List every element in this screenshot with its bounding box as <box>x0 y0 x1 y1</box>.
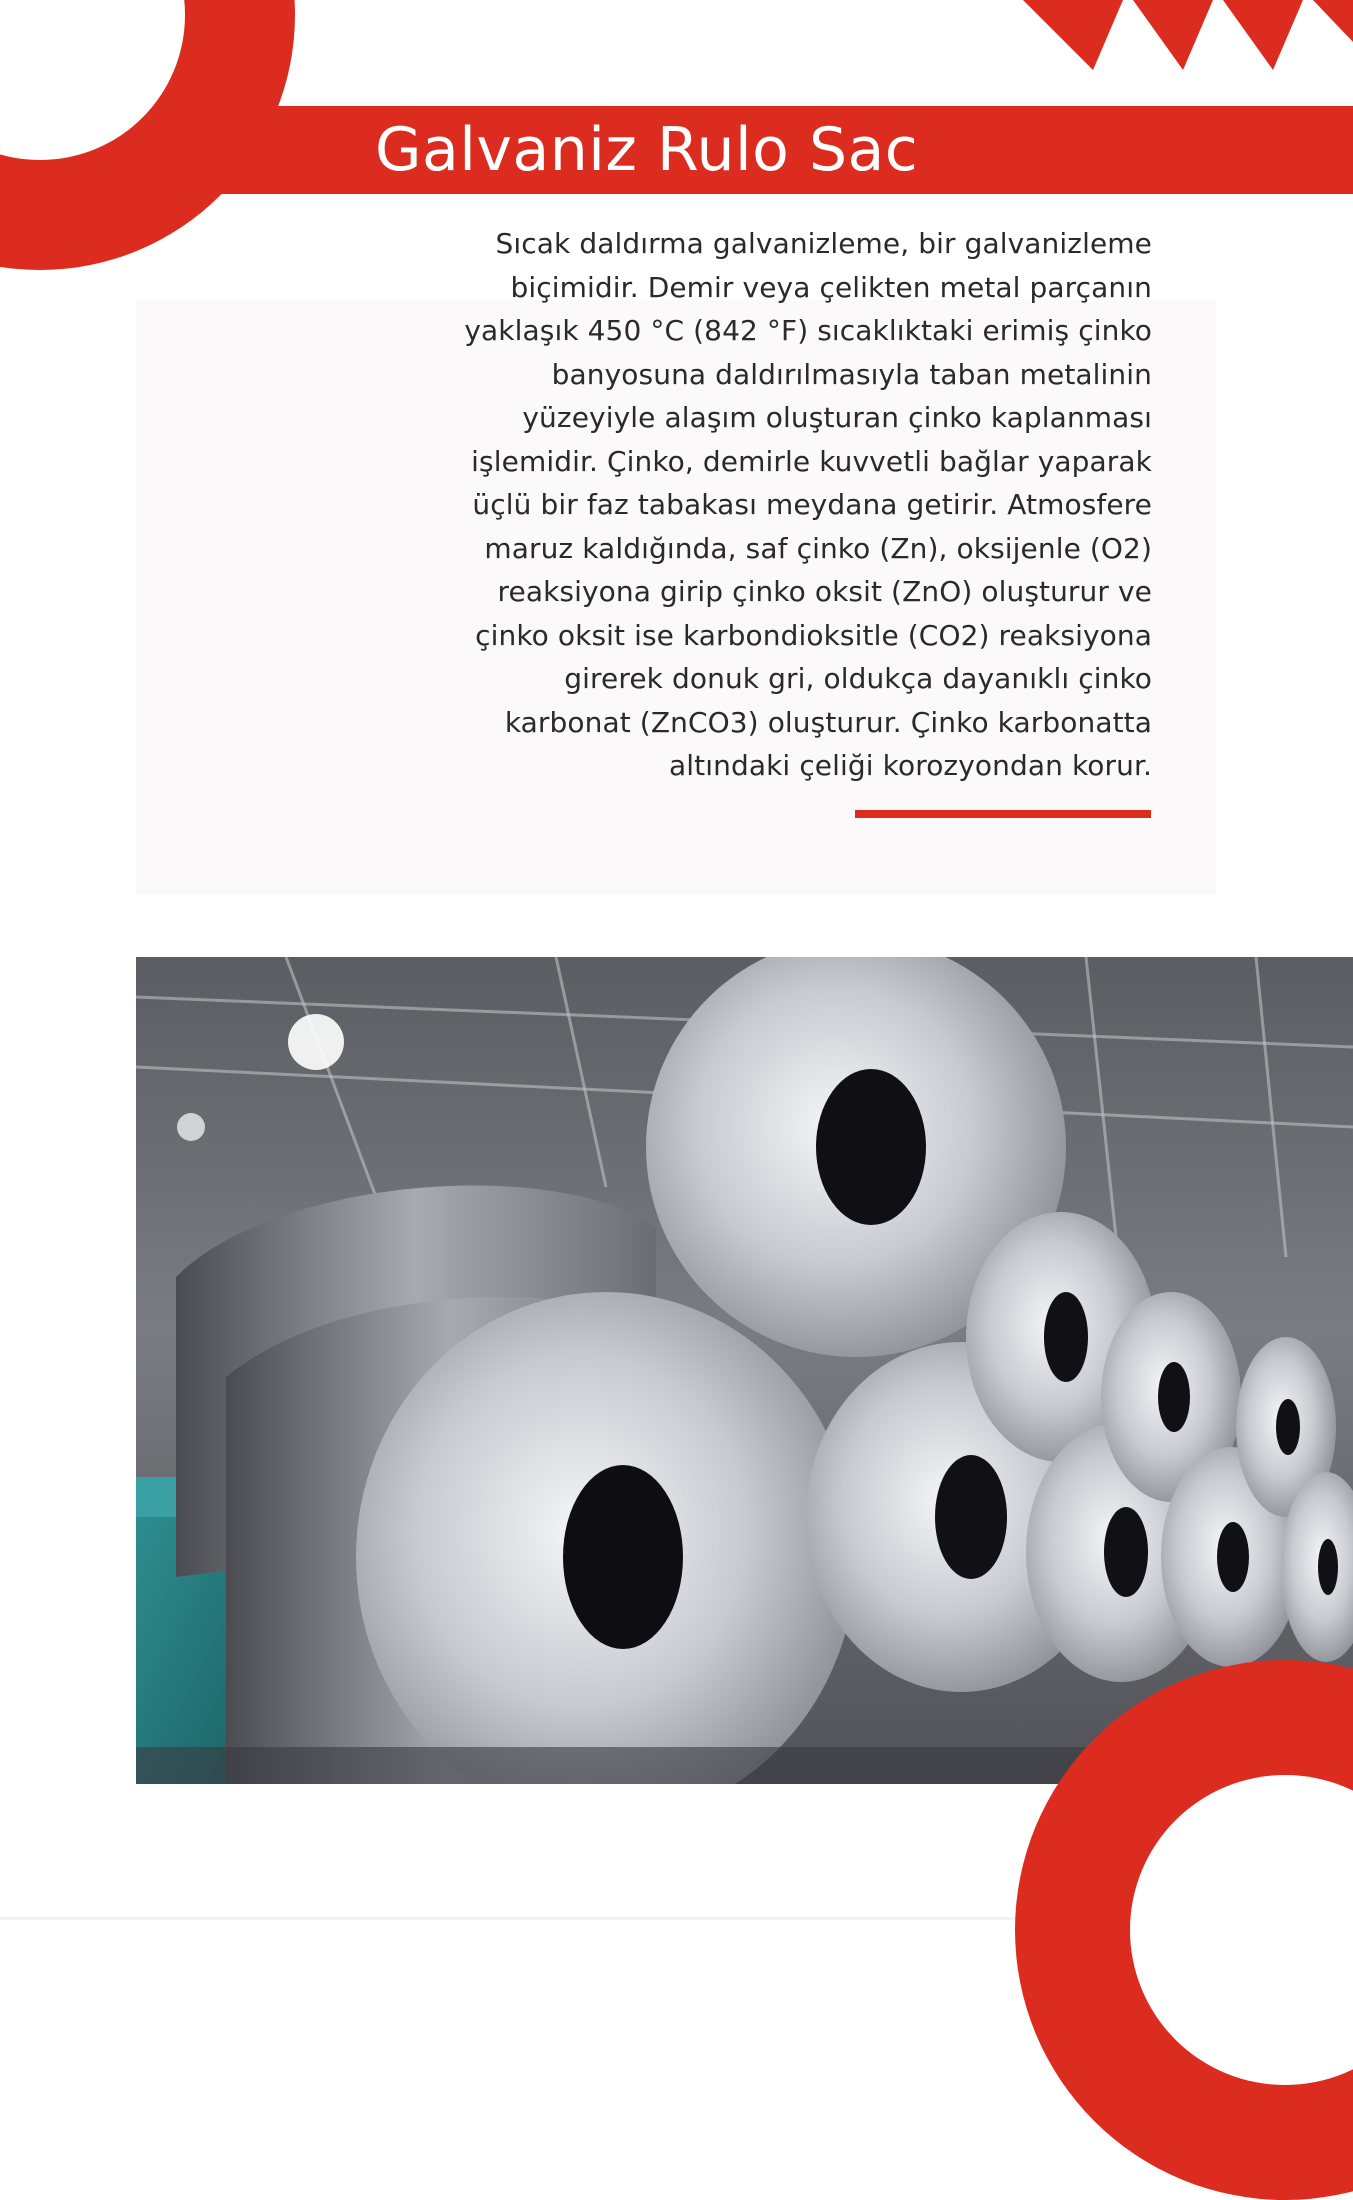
triangle-shape-4 <box>1313 0 1353 42</box>
description-line: maruz kaldığında, saf çinko (Zn), oksijenle (O2) <box>484 531 1152 565</box>
description-line: banyosuna daldırılmasıyla taban metalinin <box>551 357 1152 391</box>
triangle-shape-3 <box>1223 0 1303 70</box>
description-line: çinko oksit ise karbondioksitle (CO2) reaksiyona <box>475 618 1152 652</box>
triangle-row-decoration <box>1003 0 1353 76</box>
title-banner <box>285 106 1353 194</box>
description-line: girerek donuk gri, oldukça dayanıklı çinko <box>564 662 1152 695</box>
description-line: karbonat (ZnCO3) oluşturur. Çinko karbonatta <box>504 705 1152 739</box>
top-left-ring-decoration <box>0 0 295 270</box>
description-line: işlemidir. Çinko, demirle kuvvetli bağlar yaparak <box>471 444 1152 478</box>
text-underline-accent <box>855 810 1151 818</box>
description-line: biçimidir. Demir veya çelikten metal parçanın <box>510 270 1152 304</box>
description-line: üçlü bir faz tabakası meydana getirir. Atmosfere <box>472 488 1152 521</box>
triangle-shape-1 <box>1023 0 1123 70</box>
description-line: altındaki çeliği korozyondan korur. <box>669 749 1152 782</box>
steel-coils-photo <box>136 957 1353 1784</box>
description-paragraph <box>380 222 1152 788</box>
description-line: yaklaşık 450 °C (842 °F) sıcaklıktaki erimiş çinko <box>464 314 1152 347</box>
description-line: reaksiyona girip çinko oksit (ZnO) oluşturur ve <box>497 575 1152 608</box>
description-line: Sıcak daldırma galvanizleme, bir galvanizleme <box>495 227 1152 260</box>
description-line: yüzeyiyle alaşım oluşturan çinko kaplanması <box>522 401 1152 434</box>
page-title: Galvaniz Rulo Sac <box>375 115 919 185</box>
triangle-shape-2 <box>1133 0 1213 70</box>
